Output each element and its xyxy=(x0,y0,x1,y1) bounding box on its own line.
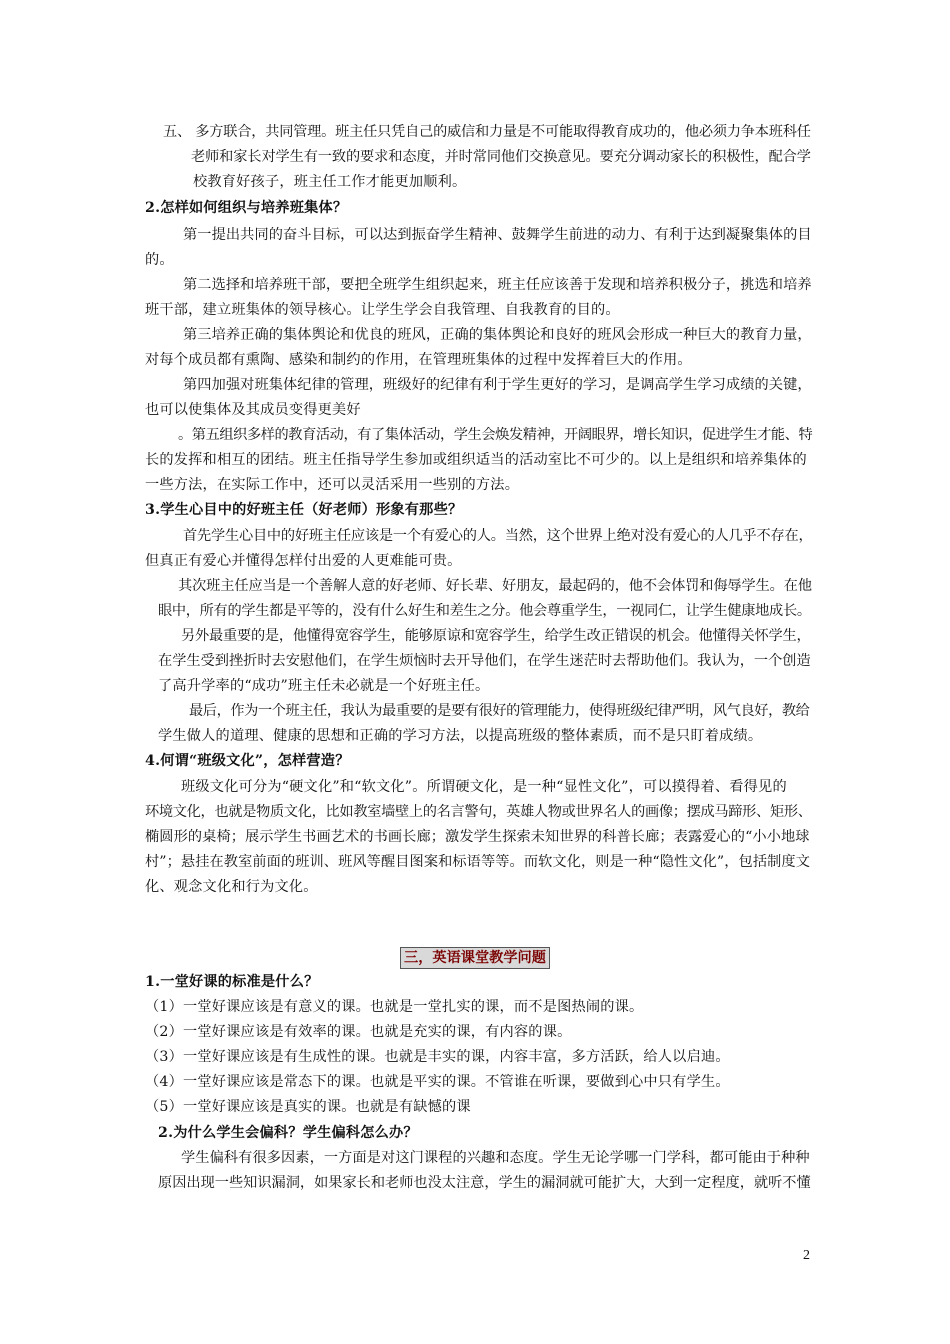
text-line: 环境文化，也就是物质文化，比如教室墙壁上的名言警句，英雄人物或世界名人的画像；摆成马蹄形、矩形、 xyxy=(145,804,812,820)
question-heading: 1.一堂好课的标准是什么？ xyxy=(145,974,319,990)
text-line: 校教育好孩子，班主任工作才能更加顺利。 xyxy=(193,174,467,190)
text-line: 长的发挥和相互的团结。班主任指导学生参加或组织适当的活动室比不可少的。以上是组织和培养集体的 xyxy=(145,452,807,468)
text-line: 也可以使集体及其成员变得更美好 xyxy=(145,402,361,418)
text-line: （3）一堂好课应该是有生成性的课。也就是丰实的课，内容丰富，多方活跃，给人以启迪。 xyxy=(145,1049,730,1065)
text-line: 。第五组织多样的教育活动，有了集体活动，学生会焕发精神，开阔眼界，增长知识，促进学生才能、特 xyxy=(178,427,813,443)
text-line: （1）一堂好课应该是有意义的课。也就是一堂扎实的课，而不是图热闹的课。 xyxy=(145,999,644,1015)
text-line: 椭圆形的桌椅；展示学生书画艺术的书画长廊；激发学生探索未知世界的科普长廊；表露爱心的“小小地球 xyxy=(145,829,810,845)
text-line: 第四加强对班集体纪律的管理，班级好的纪律有利于学生更好的学习，是调高学生学习成绩的关键， xyxy=(183,377,812,393)
text-line: （2）一堂好课应该是有效率的课。也就是充实的课，有内容的课。 xyxy=(145,1024,572,1040)
text-line: 老师和家长对学生有一致的要求和态度，并时常同他们交换意见。要充分调动家长的积极性，配合学 xyxy=(191,149,811,165)
text-line: 对每个成员都有熏陶、感染和制约的作用，在管理班集体的过程中发挥着巨大的作用。 xyxy=(145,352,692,368)
question-heading: 4.何谓“班级文化”，怎样营造？ xyxy=(145,753,350,769)
page-number: 2 xyxy=(803,1248,810,1263)
text-line: 最后，作为一个班主任，我认为最重要的是要有很好的管理能力，使得班级纪律严明，风气良好，教给 xyxy=(189,703,810,719)
text-line: 在学生受到挫折时去安慰他们，在学生烦恼时去开导他们，在学生迷茫时去帮助他们。我认为，一个创造 xyxy=(158,653,811,669)
question-heading: 2.怎样如何组织与培养班集体？ xyxy=(145,200,348,216)
text-line: 眼中，所有的学生都是平等的，没有什么好生和差生之分。他会尊重学生，一视同仁，让学生健康地成长。 xyxy=(158,603,811,619)
text-line: 村”；悬挂在教室前面的班训、班风等醒目图案和标语等等。而软文化，则是一种“隐性文化”，包括制度文 xyxy=(145,854,810,870)
text-line: 第二选择和培养班干部，要把全班学生组织起来，班主任应该善于发现和培养积极分子，挑选和培养 xyxy=(183,277,812,293)
text-line: 首先学生心目中的好班主任应该是一个有爱心的人。当然，这个世界上绝对没有爱心的人几乎不存在， xyxy=(183,528,813,544)
text-line: 另外最重要的是，他懂得宽容学生，能够原谅和宽容学生，给学生改正错误的机会。他懂得关怀学生， xyxy=(181,628,811,644)
text-line: 班级文化可分为“硬文化”和“软文化”。所谓硬文化，是一种“显性文化”，可以摸得着、看得见的 xyxy=(181,779,787,795)
text-line: 学生偏科有很多因素，一方面是对这门课程的兴趣和态度。学生无论学哪一门学科，都可能由于种种 xyxy=(181,1150,810,1166)
text-line: 了高升学率的“成功”班主任未必就是一个好班主任。 xyxy=(158,678,490,694)
text-line: 五、 多方联合，共同管理。班主任只凭自己的威信和力量是不可能取得教育成功的，他必须力争本班科任 xyxy=(163,124,811,140)
question-heading: 3.学生心目中的好班主任（好老师）形象有那些？ xyxy=(145,502,463,518)
question-heading: 2.为什么学生会偏科？学生偏科怎么办？ xyxy=(158,1125,418,1141)
text-line: 学生做人的道理、健康的思想和正确的学习方法，以提高班级的整体素质，而不是只盯着成绩。 xyxy=(158,728,763,744)
text-line: （5）一堂好课应该是真实的课。也就是有缺憾的课 xyxy=(145,1099,471,1115)
text-line: 第三培养正确的集体舆论和优良的班风，正确的集体舆论和良好的班风会形成一种巨大的教育力量， xyxy=(183,327,812,343)
text-line: 原因出现一些知识漏洞，如果家长和老师也没太注意，学生的漏洞就可能扩大，大到一定程度，就听不懂 xyxy=(158,1175,811,1191)
text-line: 但真正有爱心并懂得怎样付出爱的人更难能可贵。 xyxy=(145,553,462,569)
text-line: 其次班主任应当是一个善解人意的好老师、好长辈、好朋友，最起码的，他不会体罚和侮辱学生。在他 xyxy=(178,578,812,594)
text-line: 化、观念文化和行为文化。 xyxy=(145,879,318,895)
text-line: 第一提出共同的奋斗目标，可以达到振奋学生精神、鼓舞学生前进的动力、有利于达到凝聚集体的目 xyxy=(183,227,812,243)
text-line: （4）一堂好课应该是常态下的课。也就是平实的课。不管谁在听课，要做到心中只有学生。 xyxy=(145,1074,730,1090)
text-line: 的。 xyxy=(145,252,174,268)
text-line: 一些方法，在实际工作中，还可以灵活采用一些别的方法。 xyxy=(145,477,520,493)
section-heading: 三，英语课堂教学问题 xyxy=(400,947,550,969)
text-line: 班干部，建立班集体的领导核心。让学生学会自我管理、自我教育的目的。 xyxy=(145,302,620,318)
